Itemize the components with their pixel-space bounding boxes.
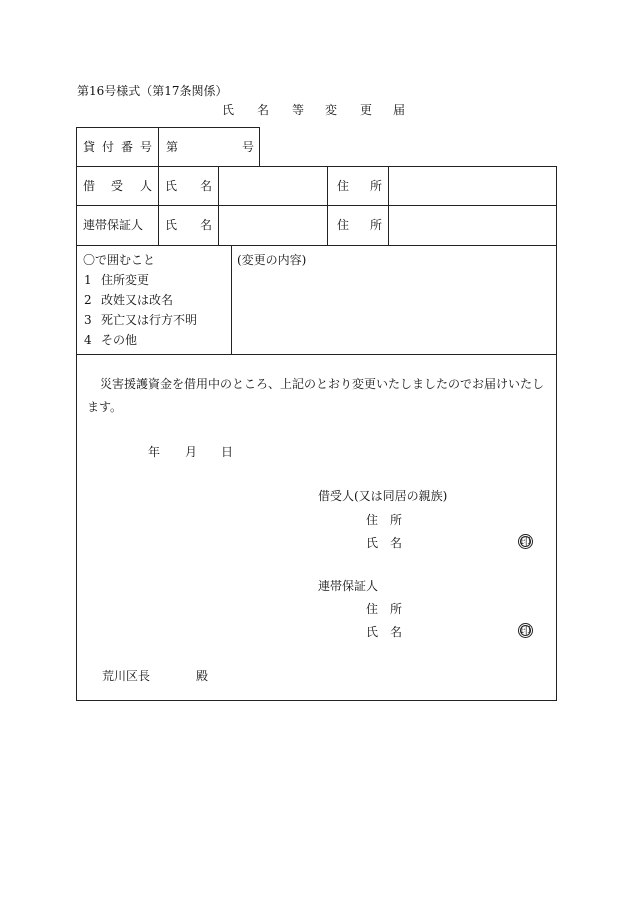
label-char: 貸 [83,140,96,154]
addressee-honorific: 殿 [196,669,209,683]
label-char: 氏 [165,218,178,232]
circle-instruction: 〇で囲むこと [83,253,156,267]
label-char: 名 [200,179,213,193]
borrower-address-field[interactable] [389,167,555,204]
label-char: 所 [390,513,403,527]
title-char: 名 [257,103,270,117]
option-text: 改姓又は改名 [101,293,174,307]
label-char: 住 [366,602,379,616]
change-content-label: (変更の内容) [237,253,307,267]
label-char: 所 [390,602,403,616]
statement-line-2: ます。 [87,400,123,414]
label-char: 氏 [366,625,379,639]
seal-icon: 印 [518,534,533,549]
change-content-field[interactable] [232,268,555,353]
date-year: 年 [148,445,161,459]
label-char: 番 [121,140,134,154]
seal-icon: 印 [518,623,533,638]
borrower-signature-heading: 借受人(又は同居の親族) [318,489,448,503]
title-char: 届 [393,103,406,117]
label-char: 所 [370,179,383,193]
label-char: 名 [390,625,403,639]
label-char: 人 [140,179,153,193]
label-char: 名 [200,218,213,232]
label-char: 所 [370,218,383,232]
label-char: 氏 [165,179,178,193]
borrower-name-field[interactable] [219,167,326,204]
date-month: 月 [185,445,198,459]
option-text: その他 [101,333,138,347]
date-day: 日 [221,445,234,459]
label-char: 住 [366,513,379,527]
loan-number-prefix: 第 [166,140,179,154]
addressee-office: 荒川区長 [102,669,151,683]
label-char: 付 [102,140,115,154]
label-char: 借 [83,179,96,193]
option-text: 死亡又は行方不明 [101,313,198,327]
loan-number-suffix: 号 [242,140,255,154]
title-char: 氏 [222,103,235,117]
guarantor-signature-heading: 連帯保証人 [318,579,379,593]
title-char: 等 [292,103,305,117]
label-char: 名 [390,536,403,550]
guarantor-name-field[interactable] [219,206,326,244]
option-number: 1 [84,273,92,287]
label-char: 号 [140,140,153,154]
label-char: 氏 [366,536,379,550]
label-char: 住 [337,179,350,193]
statement-line-1: 災害援護資金を借用中のところ、上記のとおり変更いたしましたのでお届けいたし [100,377,545,391]
option-number: 3 [84,313,92,327]
guarantor-label: 連帯保証人 [83,218,144,232]
title-char: 更 [360,103,373,117]
label-char: 受 [111,179,124,193]
option-number: 4 [84,333,92,347]
guarantor-address-field[interactable] [389,206,555,244]
title-char: 変 [325,103,338,117]
label-char: 住 [337,218,350,232]
option-text: 住所変更 [101,273,150,287]
option-number: 2 [84,293,92,307]
form-number: 第16号様式（第17条関係） [77,84,228,98]
